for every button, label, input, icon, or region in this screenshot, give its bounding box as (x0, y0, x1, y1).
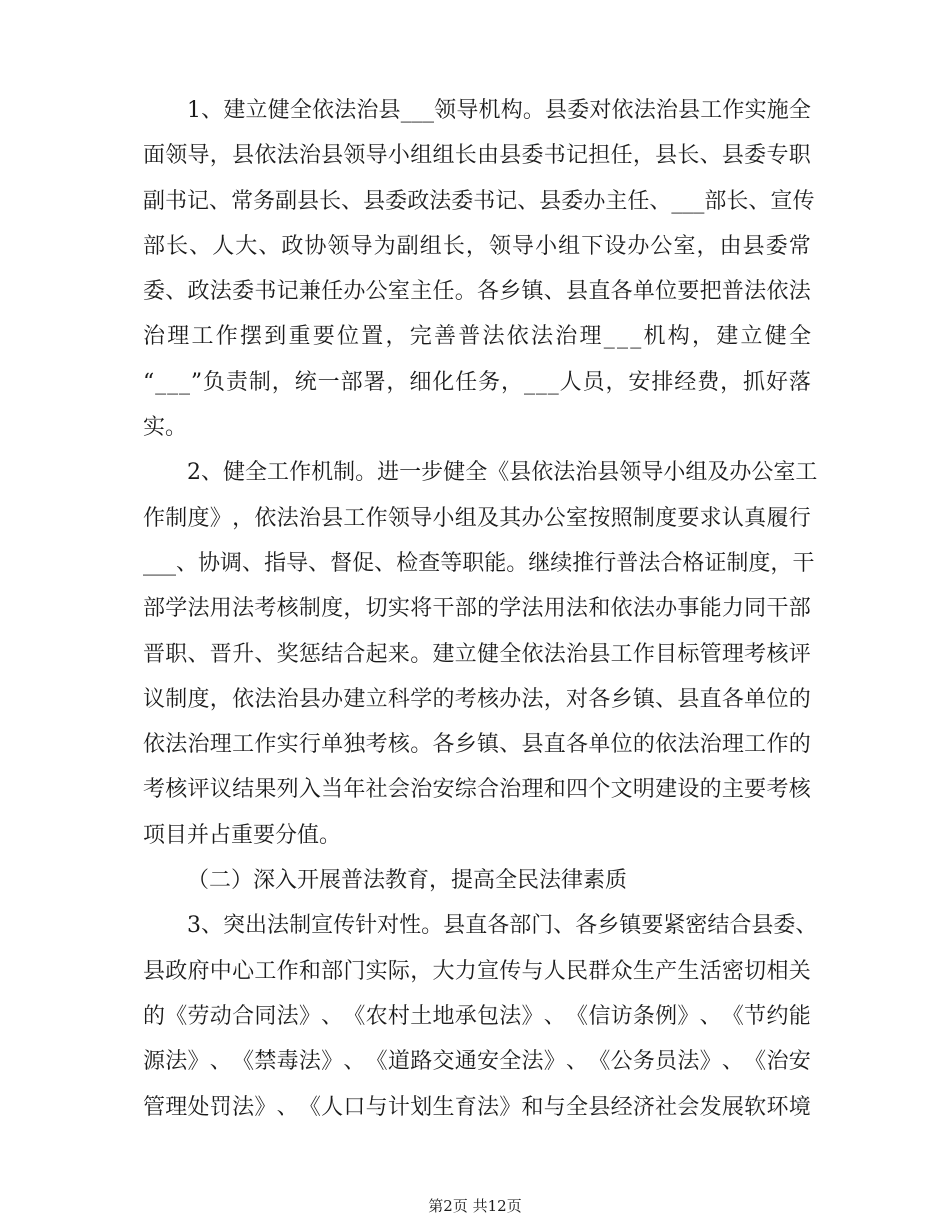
text-line: _ _ _ 、 协 调 、 指 导 、 督 促 、 检 查 等 职 能 。 继 续 推 行 普 法 合 格 证 制 度 ， 干 (143, 550, 815, 576)
text-line: 治 理 工 作 摆 到 重 要 位 置 ， 完 善 普 法 依 法 治 理 _ _ _ 机 构 ， 建 立 健 全 (143, 324, 811, 350)
text-line: 部 长 、 人 大 、 政 协 领 导 为 副 组 长 ， 领 导 小 组 下 设 办 公 室 ， 由 县 委 常 (143, 233, 811, 259)
text-line: 议 制 度 ， 依 法 治 县 办 建 立 科 学 的 考 核 办 法 ， 对 各 乡 镇 、 县 直 各 单 位 的 (143, 686, 811, 712)
document-body (143, 88, 818, 1130)
text-line: 依 法 治 理 工 作 实 行 单 独 考 核 。 各 乡 镇 、 县 直 各 单 位 的 依 法 治 理 工 作 的 (143, 732, 811, 758)
text-line: 晋 职 、 晋 升 、 奖 惩 结 合 起 来 。 建 立 健 全 依 法 治 县 工 作 目 标 管 理 考 核 评 (143, 641, 811, 667)
text-line: 县 政 府 中 心 工 作 和 部 门 实 际 ， 大 力 宣 传 与 人 民 群 众 生 产 生 活 密 切 相 关 (143, 958, 811, 984)
text-line: 的 《 劳 动 合 同 法 》 、 《 农 村 土 地 承 包 法 》 、 《 信 访 条 例 》 、 《 节 约 能 (143, 1003, 811, 1029)
text-line: 实。 (143, 415, 188, 441)
text-line: 1 、 建 立 健 全 依 法 治 县 _ _ _ 领 导 机 构 。 县 委 对 依 法 治 县 工 作 实 施 全 (187, 98, 811, 123)
text-line: 2 、 健 全 工 作 机 制 。 进 一 步 健 全 《 县 依 法 治 县 领 导 小 组 及 办 公 室 工 (187, 460, 818, 486)
page-footer (0, 1196, 950, 1216)
text-line: 作 制 度 》 ， 依 法 治 县 工 作 领 导 小 组 及 其 办 公 室 按 照 制 度 要 求 认 真 履 行 (143, 505, 811, 531)
text-line: 源 法 》 、 《 禁 毒 法 》 、 《 道 路 交 通 安 全 法 》 、 《 公 务 员 法 》 、 《 治 安 (143, 1049, 811, 1075)
text-line: 面 领 导 ， 县 依 法 治 县 领 导 小 组 组 长 由 县 委 书 记 担 任 ， 县 长 、 县 委 专 职 (143, 143, 811, 169)
page-number: 第2页 共12页 (428, 1197, 522, 1215)
text-line: “ _ _ _ ” 负 责 制 ， 统 一 部 署 ， 细 化 任 务 ， _ _ _ 人 员 ， 安 排 经 费 ， 抓 好 落 (143, 369, 811, 395)
text-line: 管 理 处 罚 法 》 、 《 人 口 与 计 划 生 育 法 》 和 与 全 县 经 济 社 会 发 展 软 环 境 (143, 1094, 811, 1120)
text-line: （二）深入开展普法教育，提高全民法律素质 (187, 868, 628, 894)
text-line: 副 书 记 、 常 务 副 县 长 、 县 委 政 法 委 书 记 、 县 委 办 主 任 、 _ _ _ 部 长 、 宣 传 (143, 188, 815, 214)
text-line: 考 核 评 议 结 果 列 入 当 年 社 会 治 安 综 合 治 理 和 四 个 文 明 建 设 的 主 要 考 核 (143, 777, 811, 803)
text-line: 委 、 政 法 委 书 记 兼 任 办 公 室 主 任 。 各 乡 镇 、 县 直 各 单 位 要 把 普 法 依 法 (143, 279, 811, 305)
text-line: 3 、 突 出 法 制 宣 传 针 对 性 。 县 直 各 部 门 、 各 乡 镇 要 紧 密 结 合 县 委 、 (187, 913, 818, 939)
text-line: 部 学 法 用 法 考 核 制 度 ， 切 实 将 干 部 的 学 法 用 法 和 依 法 办 事 能 力 同 干 部 (143, 596, 811, 622)
text-line: 项目并占重要分值。 (143, 822, 342, 848)
